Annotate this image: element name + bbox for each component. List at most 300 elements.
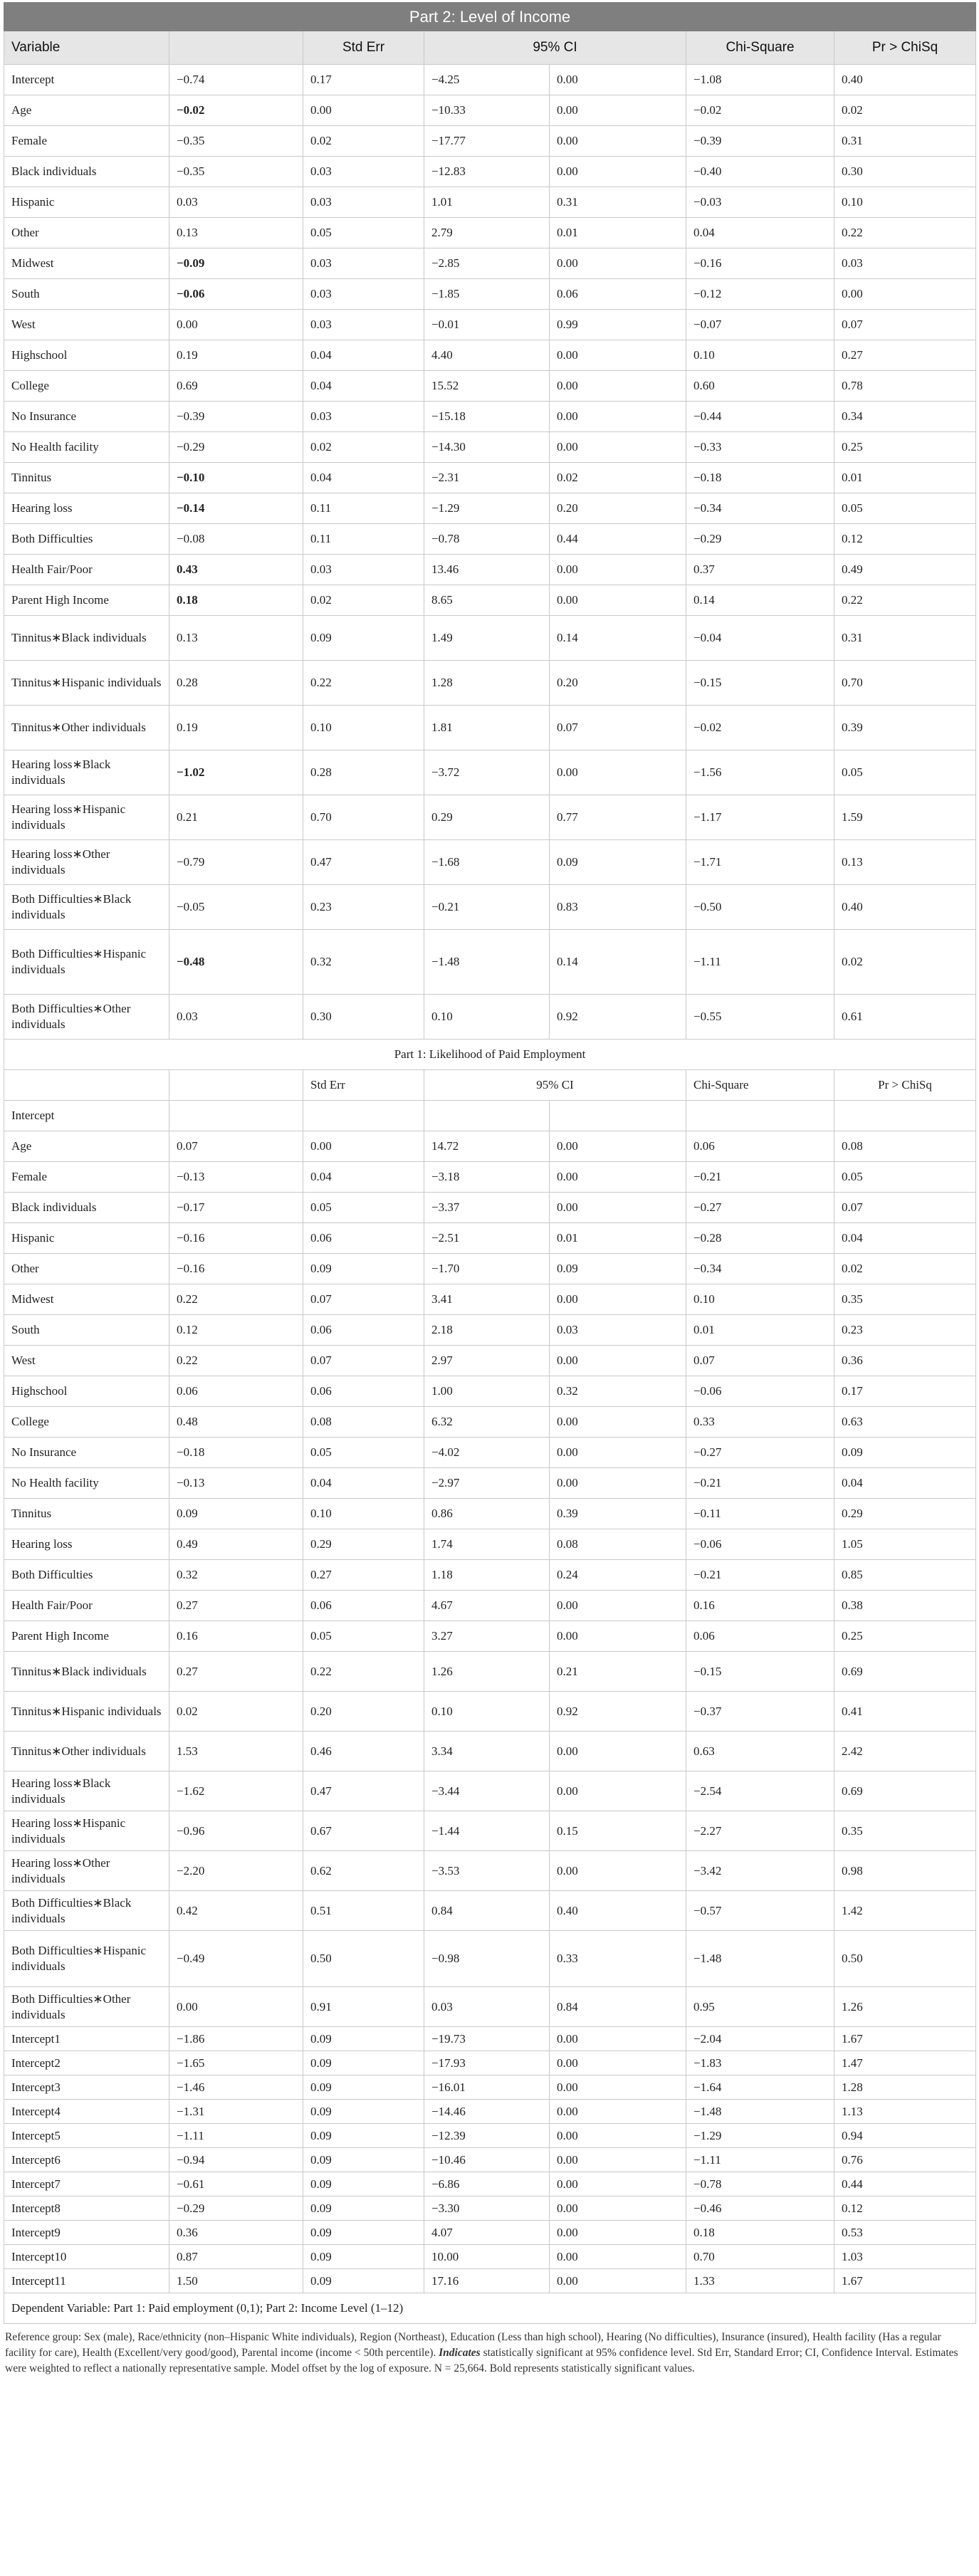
p-value-cell: 0.00 bbox=[550, 2148, 686, 2172]
chi-square-cell: −0.50 bbox=[686, 885, 834, 930]
ci-cell: −10.46 bbox=[424, 2148, 550, 2172]
p-value-cell: 0.00 bbox=[550, 2197, 686, 2221]
part2-row bbox=[4, 248, 976, 279]
chi-square-cell: −0.02 bbox=[686, 95, 834, 126]
p-value-cell: 0.00 bbox=[550, 157, 686, 187]
p-value-cell: 0.00 bbox=[550, 2100, 686, 2124]
p-value-cell: 0.40 bbox=[550, 1891, 686, 1931]
pr-chisq-cell: 0.30 bbox=[834, 157, 976, 187]
header-variable bbox=[4, 1070, 169, 1101]
variable-cell: South bbox=[4, 1315, 169, 1346]
variable-cell: Hearing loss∗Black individuals bbox=[4, 750, 169, 795]
chi-square-cell: −0.37 bbox=[686, 1692, 834, 1732]
std-err-cell: 0.91 bbox=[303, 1987, 424, 2027]
variable-cell: West bbox=[4, 1346, 169, 1376]
estimate-cell: 0.36 bbox=[169, 2221, 303, 2245]
p-value-cell: 0.09 bbox=[550, 840, 686, 885]
variable-cell: No Insurance bbox=[4, 1438, 169, 1468]
part2-row bbox=[4, 218, 976, 248]
pr-chisq-cell: 0.09 bbox=[834, 1438, 976, 1468]
part1-title-row bbox=[4, 1040, 976, 1070]
ci-cell: 0.10 bbox=[424, 1692, 550, 1732]
p-value-cell: 0.00 bbox=[550, 65, 686, 95]
std-err-cell: 0.09 bbox=[303, 2100, 424, 2124]
variable-cell: Other bbox=[4, 218, 169, 248]
variable-cell: Hearing loss∗Hispanic individuals bbox=[4, 1811, 169, 1851]
std-err-cell: 0.09 bbox=[303, 2148, 424, 2172]
pr-chisq-cell: 1.42 bbox=[834, 1891, 976, 1931]
ci-cell: −1.85 bbox=[424, 279, 550, 310]
p-value-cell: 0.00 bbox=[550, 2124, 686, 2148]
estimate-cell: −0.16 bbox=[169, 1254, 303, 1284]
p-value-cell: 0.92 bbox=[550, 995, 686, 1040]
std-err-cell: 0.09 bbox=[303, 2124, 424, 2148]
estimate-cell: 0.03 bbox=[169, 187, 303, 218]
estimate-cell: 0.27 bbox=[169, 1591, 303, 1621]
ci-cell: −17.93 bbox=[424, 2051, 550, 2075]
p-value-cell: 0.00 bbox=[550, 1193, 686, 1223]
std-err-cell: 0.05 bbox=[303, 1193, 424, 1223]
part1-row bbox=[4, 1811, 976, 1851]
chi-square-cell: −0.16 bbox=[686, 248, 834, 279]
p-value-cell: 0.20 bbox=[550, 661, 686, 706]
part2-row bbox=[4, 432, 976, 463]
variable-cell: Highschool bbox=[4, 1376, 169, 1407]
ci-cell: 0.10 bbox=[424, 995, 550, 1040]
header-std-err: Std Err bbox=[303, 31, 424, 65]
ci-cell: 3.27 bbox=[424, 1621, 550, 1652]
estimate-cell: −0.13 bbox=[169, 1162, 303, 1193]
ci-cell: −2.85 bbox=[424, 248, 550, 279]
header-pr-chisq: Pr > ChiSq bbox=[834, 1070, 976, 1101]
std-err-cell bbox=[303, 1101, 424, 1131]
chi-square-cell: −0.03 bbox=[686, 187, 834, 218]
ci-cell: 13.46 bbox=[424, 555, 550, 585]
std-err-cell: 0.46 bbox=[303, 1732, 424, 1771]
p-value-cell: 0.06 bbox=[550, 279, 686, 310]
chi-square-cell: −0.34 bbox=[686, 493, 834, 524]
estimate-cell: −0.35 bbox=[169, 157, 303, 187]
p-value-cell: 0.01 bbox=[550, 1223, 686, 1254]
estimate-cell: 0.27 bbox=[169, 1652, 303, 1692]
std-err-cell: 0.09 bbox=[303, 616, 424, 661]
variable-cell: Intercept11 bbox=[4, 2269, 169, 2293]
estimate-cell: 0.02 bbox=[169, 1692, 303, 1732]
std-err-cell: 0.47 bbox=[303, 840, 424, 885]
p-value-cell: 0.00 bbox=[550, 2027, 686, 2051]
variable-cell: Intercept bbox=[4, 1101, 169, 1131]
part2-row bbox=[4, 661, 976, 706]
estimate-cell: 0.00 bbox=[169, 1987, 303, 2027]
chi-square-cell: −0.27 bbox=[686, 1193, 834, 1223]
std-err-cell: 0.09 bbox=[303, 1254, 424, 1284]
part2-row bbox=[4, 750, 976, 795]
p-value-cell: 0.00 bbox=[550, 2245, 686, 2269]
part1-row bbox=[4, 1771, 976, 1811]
estimate-cell: 0.21 bbox=[169, 795, 303, 840]
variable-cell: Parent High Income bbox=[4, 585, 169, 616]
std-err-cell: 0.02 bbox=[303, 432, 424, 463]
estimate-cell: 1.50 bbox=[169, 2269, 303, 2293]
estimate-cell: −0.74 bbox=[169, 65, 303, 95]
ci-cell: −4.02 bbox=[424, 1438, 550, 1468]
ci-cell: −1.48 bbox=[424, 930, 550, 995]
estimate-cell: −0.96 bbox=[169, 1811, 303, 1851]
part2-row bbox=[4, 555, 976, 585]
ci-cell: −12.39 bbox=[424, 2124, 550, 2148]
part1-row bbox=[4, 2172, 976, 2197]
ci-cell: −1.68 bbox=[424, 840, 550, 885]
variable-cell: Intercept2 bbox=[4, 2051, 169, 2075]
std-err-cell: 0.06 bbox=[303, 1223, 424, 1254]
chi-square-cell: −0.39 bbox=[686, 126, 834, 157]
pr-chisq-cell: 0.08 bbox=[834, 1131, 976, 1162]
std-err-cell: 0.70 bbox=[303, 795, 424, 840]
estimate-cell: 0.13 bbox=[169, 218, 303, 248]
pr-chisq-cell: 0.17 bbox=[834, 1376, 976, 1407]
pr-chisq-cell: 0.10 bbox=[834, 187, 976, 218]
part2-row bbox=[4, 95, 976, 126]
ci-cell: 8.65 bbox=[424, 585, 550, 616]
variable-cell: College bbox=[4, 371, 169, 402]
variable-cell: Both Difficulties bbox=[4, 1560, 169, 1591]
estimate-cell: −1.02 bbox=[169, 750, 303, 795]
estimate-cell: 0.16 bbox=[169, 1621, 303, 1652]
pr-chisq-cell: 0.38 bbox=[834, 1591, 976, 1621]
ci-cell bbox=[424, 1101, 550, 1131]
std-err-cell: 0.00 bbox=[303, 1131, 424, 1162]
estimate-cell: −0.35 bbox=[169, 126, 303, 157]
pr-chisq-cell: 0.03 bbox=[834, 248, 976, 279]
estimate-cell: −0.08 bbox=[169, 524, 303, 555]
part1-row bbox=[4, 1131, 976, 1162]
part1-row bbox=[4, 2051, 976, 2075]
ci-cell: −2.31 bbox=[424, 463, 550, 493]
p-value-cell: 0.39 bbox=[550, 1499, 686, 1529]
chi-square-cell: 0.60 bbox=[686, 371, 834, 402]
estimate-cell: 0.22 bbox=[169, 1346, 303, 1376]
variable-cell: Intercept4 bbox=[4, 2100, 169, 2124]
chi-square-cell bbox=[686, 1101, 834, 1131]
variable-cell: Both Difficulties∗Hispanic individuals bbox=[4, 1931, 169, 1987]
std-err-cell: 0.04 bbox=[303, 371, 424, 402]
ci-cell: 1.18 bbox=[424, 1560, 550, 1591]
part2-row bbox=[4, 795, 976, 840]
p-value-cell: 0.77 bbox=[550, 795, 686, 840]
estimate-cell: −0.94 bbox=[169, 2148, 303, 2172]
p-value-cell: 0.00 bbox=[550, 2172, 686, 2197]
estimate-cell: −0.39 bbox=[169, 402, 303, 432]
ci-cell: −3.72 bbox=[424, 750, 550, 795]
variable-cell: Tinnitus∗Hispanic individuals bbox=[4, 661, 169, 706]
footnote-reference-group: Reference group: Sex (male), Race/ethnicity (non–Hispanic White individuals), Region (Northeast), Education (Less than high school), Hearing (No difficulties), Insurance (insured), Health facility (Has a regular facility for care), Health (Excellent/very good/good), Parental income (income < 50th percentile). bbox=[5, 2331, 941, 2359]
p-value-cell: 0.31 bbox=[550, 187, 686, 218]
pr-chisq-cell: 0.35 bbox=[834, 1811, 976, 1851]
chi-square-cell: −1.83 bbox=[686, 2051, 834, 2075]
ci-cell: −2.51 bbox=[424, 1223, 550, 1254]
chi-square-cell: −0.04 bbox=[686, 616, 834, 661]
estimate-cell: −1.62 bbox=[169, 1771, 303, 1811]
pr-chisq-cell: 0.78 bbox=[834, 371, 976, 402]
chi-square-cell: −0.57 bbox=[686, 1891, 834, 1931]
variable-cell: Female bbox=[4, 126, 169, 157]
part2-row bbox=[4, 402, 976, 432]
pr-chisq-cell: 2.42 bbox=[834, 1732, 976, 1771]
part2-row bbox=[4, 157, 976, 187]
ci-cell: 3.41 bbox=[424, 1284, 550, 1315]
ci-cell: −1.29 bbox=[424, 493, 550, 524]
part1-row bbox=[4, 1468, 976, 1499]
ci-cell: −12.83 bbox=[424, 157, 550, 187]
ci-cell: −3.53 bbox=[424, 1851, 550, 1891]
part1-header-row bbox=[4, 1070, 976, 1101]
std-err-cell: 0.30 bbox=[303, 995, 424, 1040]
estimate-cell: 0.09 bbox=[169, 1499, 303, 1529]
ci-cell: −19.73 bbox=[424, 2027, 550, 2051]
p-value-cell: 0.00 bbox=[550, 2051, 686, 2075]
chi-square-cell: −0.07 bbox=[686, 310, 834, 340]
chi-square-cell: −0.44 bbox=[686, 402, 834, 432]
pr-chisq-cell: 0.02 bbox=[834, 930, 976, 995]
part2-row bbox=[4, 616, 976, 661]
std-err-cell: 0.03 bbox=[303, 157, 424, 187]
chi-square-cell: −1.29 bbox=[686, 2124, 834, 2148]
ci-cell: −1.70 bbox=[424, 1254, 550, 1284]
pr-chisq-cell: 0.85 bbox=[834, 1560, 976, 1591]
chi-square-cell: 0.10 bbox=[686, 1284, 834, 1315]
estimate-cell: −1.46 bbox=[169, 2075, 303, 2100]
pr-chisq-cell: 1.13 bbox=[834, 2100, 976, 2124]
chi-square-cell: −0.78 bbox=[686, 2172, 834, 2197]
variable-cell: Age bbox=[4, 95, 169, 126]
p-value-cell: 0.15 bbox=[550, 1811, 686, 1851]
variable-cell: Hispanic bbox=[4, 187, 169, 218]
estimate-cell: −0.17 bbox=[169, 1193, 303, 1223]
variable-cell: Tinnitus∗Hispanic individuals bbox=[4, 1692, 169, 1732]
variable-cell: Tinnitus∗Black individuals bbox=[4, 1652, 169, 1692]
std-err-cell: 0.06 bbox=[303, 1315, 424, 1346]
pr-chisq-cell: 0.27 bbox=[834, 340, 976, 371]
part2-title-row bbox=[4, 3, 976, 31]
chi-square-cell: −2.54 bbox=[686, 1771, 834, 1811]
pr-chisq-cell: 1.26 bbox=[834, 1987, 976, 2027]
pr-chisq-cell: 0.34 bbox=[834, 402, 976, 432]
std-err-cell: 0.51 bbox=[303, 1891, 424, 1931]
part2-row bbox=[4, 585, 976, 616]
pr-chisq-cell: 0.61 bbox=[834, 995, 976, 1040]
part2-row bbox=[4, 706, 976, 750]
chi-square-cell: 0.70 bbox=[686, 2245, 834, 2269]
std-err-cell: 0.09 bbox=[303, 2245, 424, 2269]
pr-chisq-cell: 0.70 bbox=[834, 661, 976, 706]
pr-chisq-cell: 1.47 bbox=[834, 2051, 976, 2075]
chi-square-cell: 0.95 bbox=[686, 1987, 834, 2027]
p-value-cell: 0.00 bbox=[550, 1621, 686, 1652]
estimate-cell bbox=[169, 1101, 303, 1131]
part2-row bbox=[4, 493, 976, 524]
variable-cell: Age bbox=[4, 1131, 169, 1162]
chi-square-cell: −3.42 bbox=[686, 1851, 834, 1891]
variable-cell: Intercept7 bbox=[4, 2172, 169, 2197]
std-err-cell: 0.03 bbox=[303, 402, 424, 432]
estimate-cell: −0.79 bbox=[169, 840, 303, 885]
chi-square-cell: −1.71 bbox=[686, 840, 834, 885]
chi-square-cell: −0.21 bbox=[686, 1468, 834, 1499]
p-value-cell: 0.00 bbox=[550, 2075, 686, 2100]
chi-square-cell: −0.15 bbox=[686, 1652, 834, 1692]
variable-cell: Parent High Income bbox=[4, 1621, 169, 1652]
std-err-cell: 0.03 bbox=[303, 248, 424, 279]
ci-cell: −2.97 bbox=[424, 1468, 550, 1499]
variable-cell: Hispanic bbox=[4, 1223, 169, 1254]
part1-row bbox=[4, 1529, 976, 1560]
ci-cell: −15.18 bbox=[424, 402, 550, 432]
estimate-cell: 0.19 bbox=[169, 340, 303, 371]
std-err-cell: 0.09 bbox=[303, 2172, 424, 2197]
std-err-cell: 0.10 bbox=[303, 706, 424, 750]
header-estimate bbox=[169, 31, 303, 65]
variable-cell: Hearing loss∗Hispanic individuals bbox=[4, 795, 169, 840]
estimate-cell: −1.31 bbox=[169, 2100, 303, 2124]
chi-square-cell: −0.12 bbox=[686, 279, 834, 310]
variable-cell: Hearing loss bbox=[4, 493, 169, 524]
estimate-cell: −0.49 bbox=[169, 1931, 303, 1987]
pr-chisq-cell: 1.28 bbox=[834, 2075, 976, 2100]
chi-square-cell: 0.63 bbox=[686, 1732, 834, 1771]
p-value-cell: 0.14 bbox=[550, 930, 686, 995]
pr-chisq-cell: 1.59 bbox=[834, 795, 976, 840]
part1-row bbox=[4, 1376, 976, 1407]
variable-cell: Intercept9 bbox=[4, 2221, 169, 2245]
p-value-cell: 0.07 bbox=[550, 706, 686, 750]
part1-row bbox=[4, 2197, 976, 2221]
pr-chisq-cell: 0.02 bbox=[834, 1254, 976, 1284]
chi-square-cell: −1.11 bbox=[686, 930, 834, 995]
part1-row bbox=[4, 1407, 976, 1438]
ci-cell: 4.07 bbox=[424, 2221, 550, 2245]
ci-cell: 0.86 bbox=[424, 1499, 550, 1529]
ci-cell: 17.16 bbox=[424, 2269, 550, 2293]
variable-cell: No Insurance bbox=[4, 402, 169, 432]
estimate-cell: −0.06 bbox=[169, 279, 303, 310]
estimate-cell: −1.11 bbox=[169, 2124, 303, 2148]
pr-chisq-cell: 0.07 bbox=[834, 1193, 976, 1223]
header-95ci: 95% CI bbox=[424, 1070, 686, 1101]
part1-row bbox=[4, 1987, 976, 2027]
p-value-cell: 0.01 bbox=[550, 218, 686, 248]
pr-chisq-cell: 0.76 bbox=[834, 2148, 976, 2172]
variable-cell: Tinnitus∗Black individuals bbox=[4, 616, 169, 661]
std-err-cell: 0.05 bbox=[303, 1438, 424, 1468]
ci-cell: 1.74 bbox=[424, 1529, 550, 1560]
pr-chisq-cell: 0.25 bbox=[834, 432, 976, 463]
part2-row bbox=[4, 340, 976, 371]
chi-square-cell: −0.28 bbox=[686, 1223, 834, 1254]
estimate-cell: 0.69 bbox=[169, 371, 303, 402]
p-value-cell: 0.00 bbox=[550, 1407, 686, 1438]
ci-cell: −0.98 bbox=[424, 1931, 550, 1987]
p-value-cell: 0.00 bbox=[550, 1732, 686, 1771]
part1-row bbox=[4, 1652, 976, 1692]
std-err-cell: 0.09 bbox=[303, 2197, 424, 2221]
chi-square-cell: −1.48 bbox=[686, 1931, 834, 1987]
p-value-cell: 0.32 bbox=[550, 1376, 686, 1407]
std-err-cell: 0.08 bbox=[303, 1407, 424, 1438]
std-err-cell: 0.03 bbox=[303, 187, 424, 218]
estimate-cell: 0.19 bbox=[169, 706, 303, 750]
pr-chisq-cell: 0.31 bbox=[834, 126, 976, 157]
pr-chisq-cell: 0.49 bbox=[834, 555, 976, 585]
std-err-cell: 0.04 bbox=[303, 1468, 424, 1499]
estimate-cell: 0.48 bbox=[169, 1407, 303, 1438]
part1-row bbox=[4, 1284, 976, 1315]
p-value-cell: 0.00 bbox=[550, 1346, 686, 1376]
p-value-cell: 0.00 bbox=[550, 2221, 686, 2245]
pr-chisq-cell bbox=[834, 1101, 976, 1131]
part2-row bbox=[4, 126, 976, 157]
pr-chisq-cell: 0.36 bbox=[834, 1346, 976, 1376]
variable-cell: Both Difficulties∗Hispanic individuals bbox=[4, 930, 169, 995]
estimate-cell: 0.42 bbox=[169, 1891, 303, 1931]
std-err-cell: 0.17 bbox=[303, 65, 424, 95]
std-err-cell: 0.20 bbox=[303, 1692, 424, 1732]
part1-row bbox=[4, 1692, 976, 1732]
estimate-cell: 0.12 bbox=[169, 1315, 303, 1346]
part1-row bbox=[4, 1891, 976, 1931]
part1-row bbox=[4, 2221, 976, 2245]
estimate-cell: −0.48 bbox=[169, 930, 303, 995]
ci-cell: 10.00 bbox=[424, 2245, 550, 2269]
std-err-cell: 0.04 bbox=[303, 463, 424, 493]
p-value-cell: 0.20 bbox=[550, 493, 686, 524]
pr-chisq-cell: 1.03 bbox=[834, 2245, 976, 2269]
ci-cell: −10.33 bbox=[424, 95, 550, 126]
part2-row bbox=[4, 463, 976, 493]
p-value-cell: 0.00 bbox=[550, 1131, 686, 1162]
std-err-cell: 0.22 bbox=[303, 1652, 424, 1692]
std-err-cell: 0.07 bbox=[303, 1346, 424, 1376]
chi-square-cell: −1.08 bbox=[686, 65, 834, 95]
part1-row bbox=[4, 2148, 976, 2172]
estimate-cell: −0.61 bbox=[169, 2172, 303, 2197]
std-err-cell: 0.09 bbox=[303, 2027, 424, 2051]
chi-square-cell: 0.04 bbox=[686, 218, 834, 248]
p-value-cell: 0.02 bbox=[550, 463, 686, 493]
dependent-variable-note: Dependent Variable: Part 1: Paid employment (0,1); Part 2: Income Level (1–12) bbox=[4, 2293, 976, 2324]
part1-row bbox=[4, 1346, 976, 1376]
results-table bbox=[4, 2, 976, 2324]
ci-cell: −3.18 bbox=[424, 1162, 550, 1193]
p-value-cell bbox=[550, 1101, 686, 1131]
part1-row bbox=[4, 1101, 976, 1131]
chi-square-cell: −0.34 bbox=[686, 1254, 834, 1284]
p-value-cell: 0.00 bbox=[550, 432, 686, 463]
part2-row bbox=[4, 310, 976, 340]
std-err-cell: 0.23 bbox=[303, 885, 424, 930]
part1-row bbox=[4, 2124, 976, 2148]
variable-cell: Tinnitus bbox=[4, 463, 169, 493]
p-value-cell: 0.00 bbox=[550, 750, 686, 795]
part1-row bbox=[4, 2269, 976, 2293]
variable-cell: Intercept1 bbox=[4, 2027, 169, 2051]
ci-cell: 1.81 bbox=[424, 706, 550, 750]
pr-chisq-cell: 0.94 bbox=[834, 2124, 976, 2148]
variable-cell: Hearing loss∗Other individuals bbox=[4, 840, 169, 885]
variable-cell: Both Difficulties bbox=[4, 524, 169, 555]
ci-cell: −0.21 bbox=[424, 885, 550, 930]
chi-square-cell: 0.18 bbox=[686, 2221, 834, 2245]
ci-cell: 2.97 bbox=[424, 1346, 550, 1376]
